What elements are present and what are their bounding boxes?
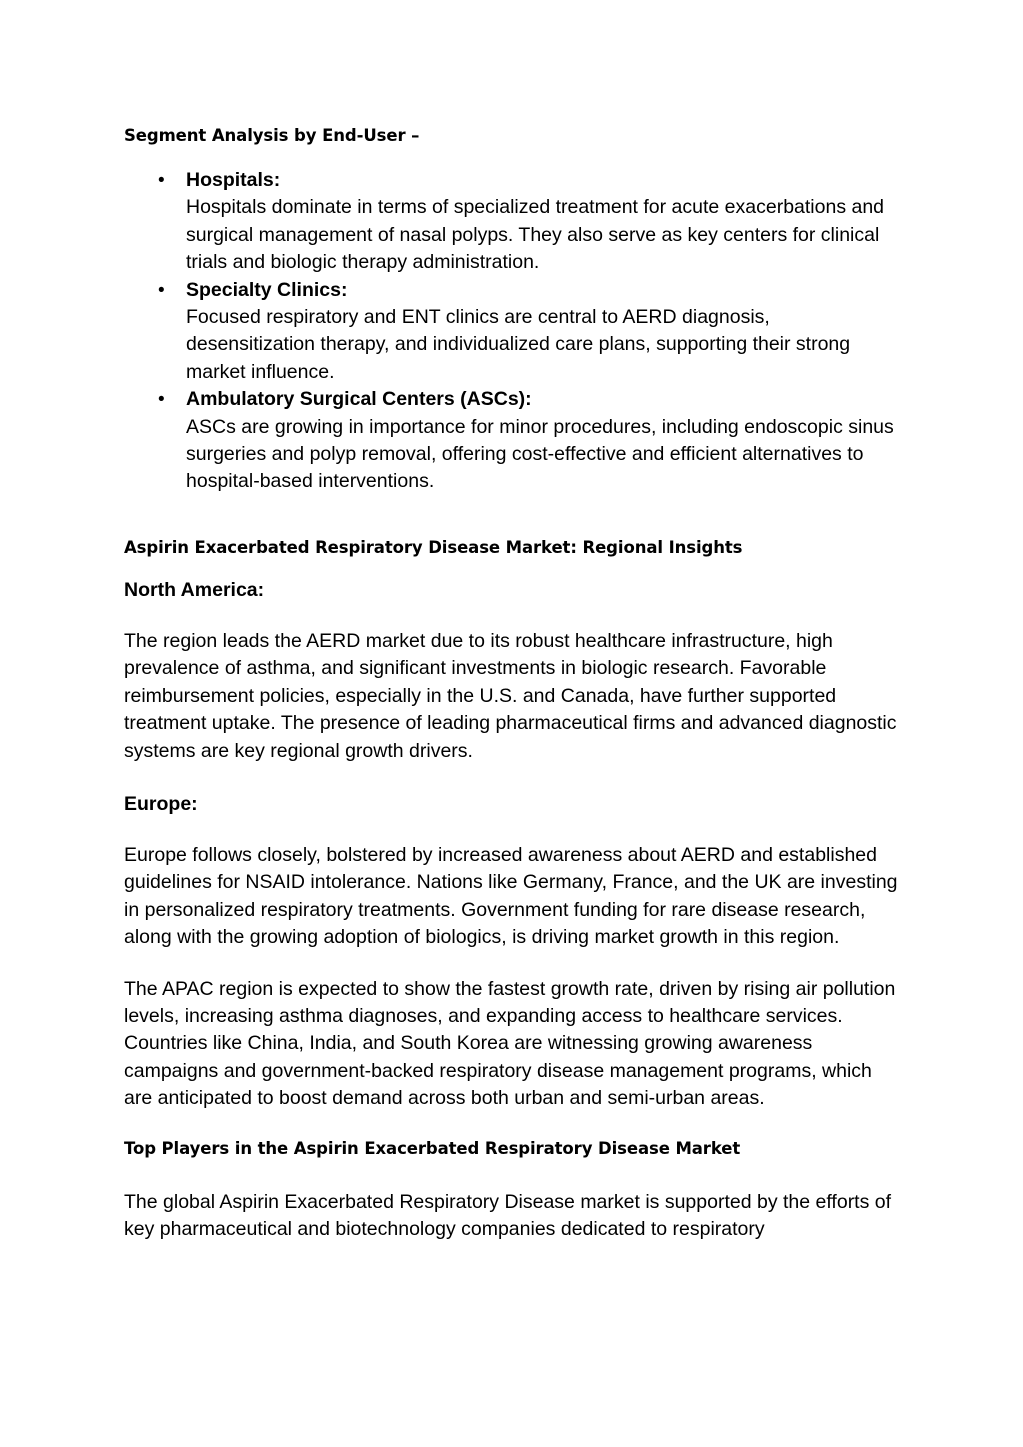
list-item-hospitals — [124, 167, 904, 277]
list-item-specialty-clinics — [124, 277, 904, 387]
bullet-icon: • — [158, 279, 165, 301]
segment-heading: Segment Analysis by End-User – — [124, 126, 420, 145]
europe-heading: Europe: — [124, 792, 198, 815]
europe-paragraph: Europe follows closely, bolstered by increased awareness about AERD and established guidelines for NSAID intolerance. Nations like Germany, France, and the UK are investing in personalized respiratory treatments. Government funding for rare disease research, along with the growing adoption of biologics, is driving market growth in this region. — [124, 843, 898, 949]
end-user-list — [124, 167, 904, 496]
regional-insights-heading: Aspirin Exacerbated Respiratory Disease Market: Regional Insights — [124, 537, 743, 557]
top-players-paragraph: The global Aspirin Exacerbated Respiratory Disease market is supported by the efforts of key pharmaceutical and biotechnology companies dedicated to respiratory — [124, 1190, 892, 1240]
list-item-text: Hospitals dominate in terms of specialized treatment for acute exacerbations and surgical management of nasal polyps. They also serve as key centers for clinical trials and biologic therapy administration. — [186, 196, 885, 274]
list-item-title: Specialty Clinics: — [186, 278, 348, 301]
north-america-paragraph: The region leads the AERD market due to its robust healthcare infrastructure, high prevalence of asthma, and significant investments in biologic research. Favorable reimbursement policies, especially in the U.S. and Canada, have further supported treatment uptake. The presence of leading pharmaceutical firms and advanced diagnostic systems are key regional growth drivers. — [124, 629, 897, 762]
list-item-text: Focused respiratory and ENT clinics are central to AERD diagnosis, desensitization therapy, and individualized care plans, supporting their strong market influence. — [186, 306, 851, 383]
top-players-heading: Top Players in the Aspirin Exacerbated Respiratory Disease Market — [124, 1138, 741, 1158]
bullet-icon: • — [158, 389, 165, 411]
list-item-title: Hospitals: — [186, 169, 281, 191]
document-content — [124, 124, 904, 1243]
bullet-icon: • — [158, 170, 165, 191]
north-america-heading: North America: — [124, 578, 265, 601]
list-item-title: Ambulatory Surgical Centers (ASCs): — [186, 388, 532, 411]
apac-paragraph: The APAC region is expected to show the fastest growth rate, driven by rising air pollution levels, increasing asthma diagnoses, and expanding access to healthcare services. Countries like China, India, and South Korea are witnessing growing awareness campaigns and government-backed respiratory disease management programs, which are anticipated to boost demand across both urban and semi-urban areas. — [124, 977, 896, 1110]
list-item-text: ASCs are growing in importance for minor procedures, including endoscopic sinus surgeries and polyp removal, offering cost-effective and efficient alternatives to hospital-based interventions. — [186, 415, 894, 493]
list-item-ascs — [124, 386, 904, 496]
